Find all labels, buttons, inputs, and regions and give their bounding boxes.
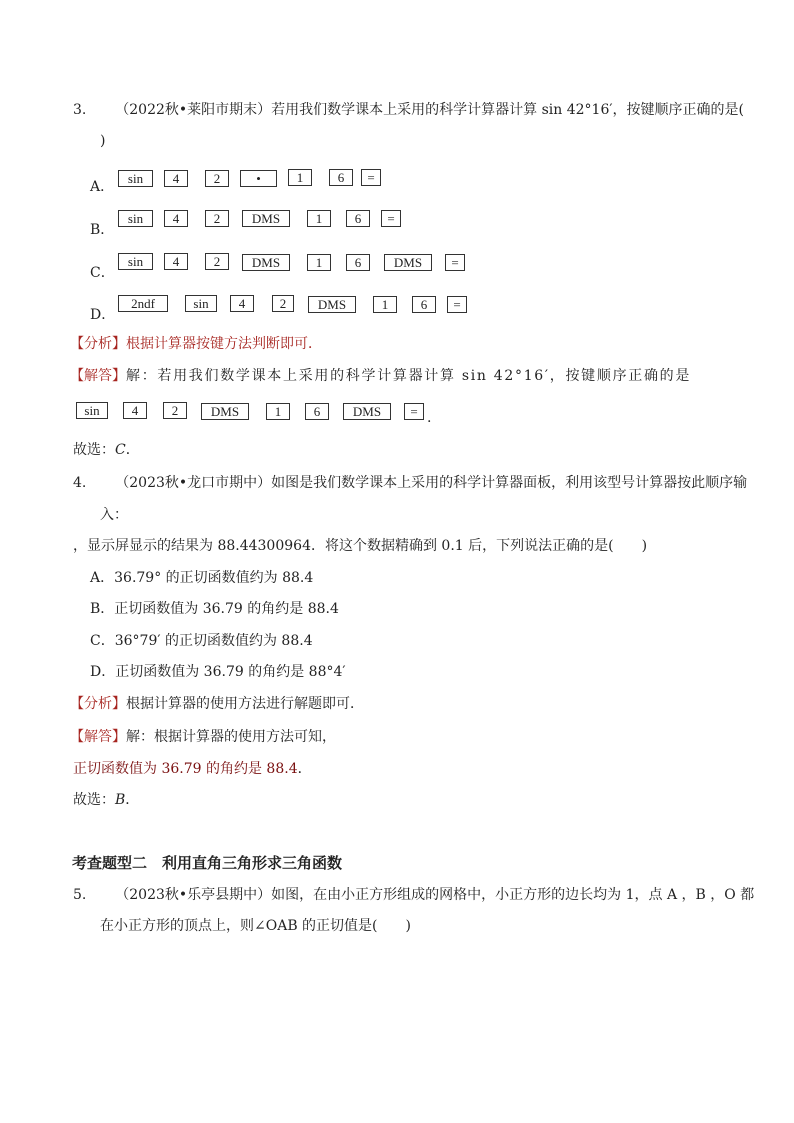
option-text: 正切函数值为 36.79 的角约是 88°4′: [115, 664, 346, 680]
option-label: A．: [90, 570, 115, 586]
analysis-label: 【分析】: [70, 336, 126, 352]
key-2: 2: [205, 253, 229, 270]
key-4: 4: [164, 253, 188, 270]
key-2: 2: [205, 210, 229, 227]
q3-source: （2022秋•莱阳市期末）: [115, 102, 272, 118]
analysis-text: 根据计算器按键方法判断即可．: [126, 336, 322, 352]
choice-value: C: [115, 442, 126, 458]
key-equals: =: [447, 296, 467, 313]
q3-option-a-label: A．: [90, 179, 115, 195]
q4-option-b: [90, 599, 339, 619]
key-1: 1: [307, 254, 331, 271]
analysis-text: 根据计算器的使用方法进行解题即可．: [126, 696, 364, 712]
key-4: 4: [123, 402, 147, 419]
key-equals: =: [381, 210, 401, 227]
q5-stem-cont: 在小正方形的顶点上，则∠OAB 的正切值是( ): [100, 918, 411, 934]
q4-stem-line: [73, 473, 747, 493]
analysis-label: 【分析】: [70, 696, 126, 712]
key-dot: •: [240, 170, 277, 187]
q4-answer-line2: [73, 759, 312, 779]
q4-number: 4.: [73, 475, 87, 491]
q4-analysis: [70, 694, 364, 714]
q4-option-c: [90, 631, 313, 651]
key-equals: =: [445, 254, 465, 271]
q5-stem: 如图，在由小正方形组成的网格中，小正方形的边长均为 1，点 A ，B ，O 都: [271, 887, 755, 903]
q4-choice: [73, 790, 139, 810]
key-1: 1: [266, 403, 290, 420]
key-6: 6: [346, 210, 370, 227]
key-dms: DMS: [343, 403, 391, 420]
key-6: 6: [346, 254, 370, 271]
option-text: 36.79° 的正切函数值约为 88.4: [114, 570, 314, 586]
q3-option-d-label: D．: [90, 307, 116, 323]
key-sin: sin: [118, 253, 153, 270]
option-text: 36°79′ 的正切函数值约为 88.4: [114, 633, 313, 649]
key-1: 1: [307, 210, 331, 227]
answer-text: 解：若用我们数学课本上采用的科学计算器计算 sin 42°16′，按键顺序正确的是: [126, 368, 692, 384]
choice-end: ．: [125, 442, 140, 458]
option-label: C．: [90, 633, 115, 649]
q5-source: （2023秋•乐亭县期中）: [115, 887, 272, 903]
q4-stem-cont: 入：: [100, 507, 128, 523]
key-dms: DMS: [242, 210, 290, 227]
key-4: 4: [164, 170, 188, 187]
q3-answer-end: .: [427, 410, 432, 426]
key-dms: DMS: [308, 296, 356, 313]
key-1: 1: [288, 169, 312, 186]
choice-value: B: [115, 792, 126, 808]
key-2: 2: [163, 402, 187, 419]
q4-option-d: [90, 662, 346, 682]
choice-text: 故选：: [73, 442, 115, 458]
key-2ndf: 2ndf: [118, 295, 168, 312]
key-sin: sin: [185, 295, 217, 312]
key-6: 6: [412, 296, 436, 313]
q3-choice: [73, 440, 140, 460]
key-6: 6: [329, 169, 353, 186]
key-equals: =: [361, 169, 381, 186]
option-label: B．: [90, 601, 115, 617]
key-dms: DMS: [201, 403, 249, 420]
key-6: 6: [305, 403, 329, 420]
key-4: 4: [230, 295, 254, 312]
option-text: 正切函数值为 36.79 的角约是 88.4: [114, 601, 339, 617]
key-sin: sin: [118, 170, 153, 187]
q4-option-a: [90, 568, 313, 588]
q4-stem: 如图是我们数学课本上采用的科学计算器面板，利用该型号计算器按此顺序输: [271, 475, 748, 491]
answer-text: 解：根据计算器的使用方法可知，: [126, 729, 336, 745]
key-sin: sin: [76, 402, 108, 419]
q3-answer: [70, 366, 691, 386]
q5-number: 5.: [73, 887, 87, 903]
q3-stem-end: ): [100, 133, 106, 149]
q3-number: 3.: [73, 102, 87, 118]
answer-label: 【解答】: [70, 729, 126, 745]
key-dms: DMS: [242, 254, 290, 271]
key-2: 2: [272, 295, 294, 312]
choice-text: 故选：: [73, 792, 115, 808]
answer-label: 【解答】: [70, 368, 126, 384]
section-title: 考查题型二 利用直角三角形求三角函数: [72, 854, 343, 872]
q3-option-c-label: C．: [90, 265, 115, 281]
answer-line2: 正切函数值为 36.79 的角约是 88.4: [73, 761, 298, 777]
key-equals: =: [404, 403, 424, 420]
key-4: 4: [164, 210, 188, 227]
q3-option-b-label: B．: [90, 222, 115, 238]
q3-stem-line: [73, 100, 744, 120]
key-2: 2: [205, 170, 229, 187]
q4-stem2: ，显示屏显示的结果为 88.44300964．将这个数据精确到 0.1 后，下列说法正确的是( ): [73, 538, 648, 554]
key-sin: sin: [118, 210, 153, 227]
q3-stem: 若用我们数学课本上采用的科学计算器计算 sin 42°16′，按键顺序正确的是(: [271, 102, 745, 118]
q5-stem-line: [73, 885, 754, 905]
key-dms: DMS: [384, 254, 432, 271]
choice-end: ．: [125, 792, 140, 808]
q4-source: （2023秋•龙口市期中）: [115, 475, 272, 491]
q3-analysis: [70, 334, 322, 354]
q4-answer: [70, 727, 336, 747]
key-1: 1: [373, 296, 397, 313]
answer-line2-end: ．: [297, 761, 312, 777]
option-label: D．: [90, 664, 116, 680]
